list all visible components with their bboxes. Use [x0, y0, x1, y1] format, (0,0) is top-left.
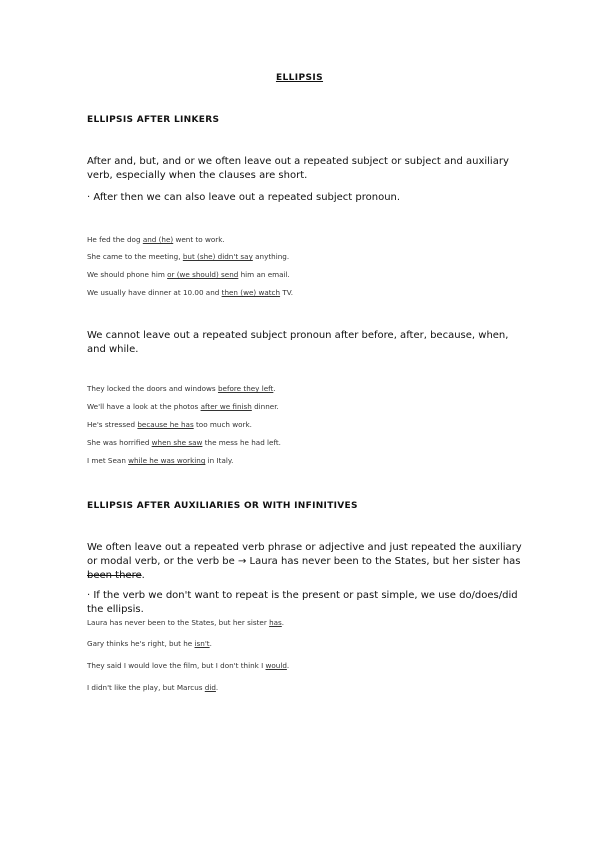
- example-line: They locked the doors and windows before they left.: [87, 384, 276, 393]
- example-line: Gary thinks he's right, but he isn't.: [87, 639, 212, 648]
- page-title: ELLIPSIS: [275, 73, 324, 83]
- paragraph-do-does-did-rule: · If the verb we don't want to repeat is the present or past simple, we use do/does/did the ellipsis.: [87, 590, 518, 615]
- example-line: She came to the meeting, but (she) didn't say anything.: [87, 252, 290, 261]
- example-line: He fed the dog and (he) went to work.: [87, 235, 225, 244]
- example-line: We should phone him or (we should) send him an email.: [87, 270, 290, 279]
- example-line: Laura has never been to the States, but her sister has.: [87, 618, 285, 627]
- section-heading-auxiliaries: ELLIPSIS AFTER AUXILIARIES OR WITH INFINITIVES: [87, 501, 358, 511]
- example-line: They said I would love the film, but I don't think I would.: [87, 661, 290, 670]
- paragraph-then-rule: · After then we can also leave out a repeated subject pronoun.: [87, 192, 401, 203]
- paragraph-linkers-rule: After and, but, and or we often leave out a repeated subject or subject and auxiliary verb, especially when the clauses are short.: [87, 156, 509, 181]
- example-line: I met Sean while he was working in Italy.: [87, 456, 234, 465]
- example-line: We'll have a look at the photos after we finish dinner.: [87, 402, 279, 411]
- example-line: We usually have dinner at 10.00 and then (we) watch TV.: [87, 288, 294, 297]
- paragraph-pronoun-rule: We cannot leave out a repeated subject pronoun after before, after, because, when, and while.: [87, 330, 509, 355]
- section-heading-linkers: ELLIPSIS AFTER LINKERS: [87, 115, 220, 125]
- example-line: I didn't like the play, but Marcus did.: [87, 683, 219, 692]
- example-line: She was horrified when she saw the mess he had left.: [87, 438, 281, 447]
- example-line: He's stressed because he has too much work.: [87, 420, 252, 429]
- paragraph-auxiliary-rule: We often leave out a repeated verb phrase or adjective and just repeated the auxiliary or modal verb, or the verb be → Laura has never been to the States, but her sister has been there.: [87, 542, 522, 581]
